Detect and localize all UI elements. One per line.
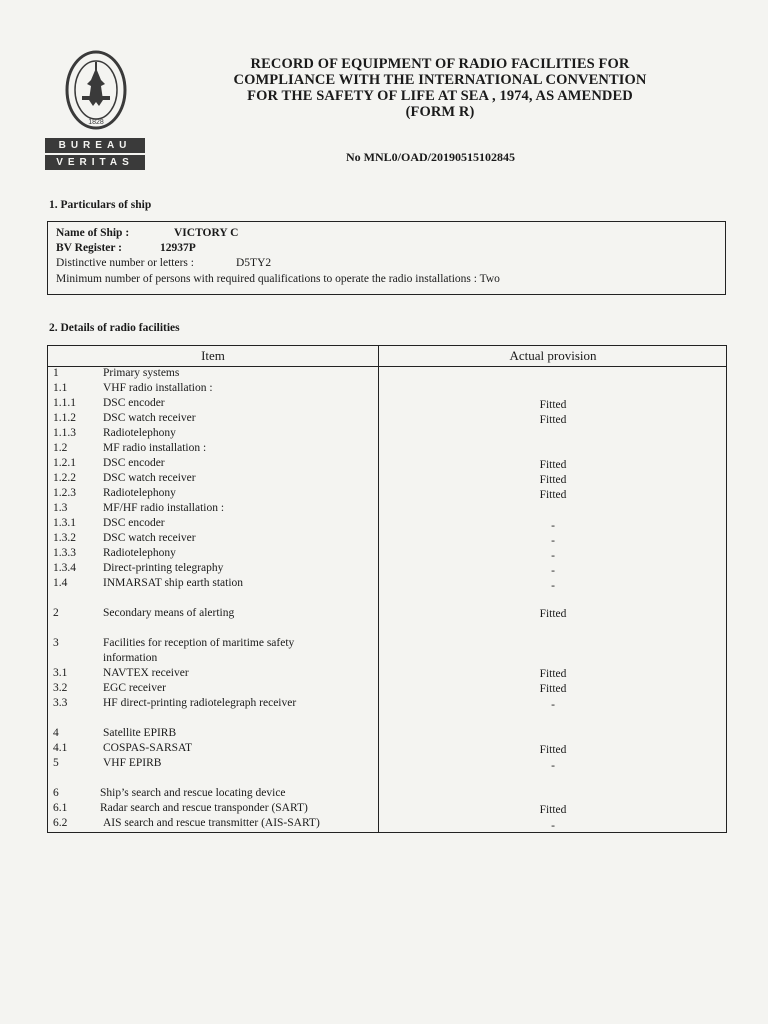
- particulars-box: [47, 221, 726, 295]
- radio-facilities-table: [47, 345, 727, 833]
- title-line-1: RECORD OF EQUIPMENT OF RADIO FACILITIES FOR: [250, 56, 630, 72]
- table-row: 3.2 EGC receiver Fitted: [53, 682, 567, 695]
- svg-text:1828: 1828: [88, 119, 104, 126]
- table-row: 5 VHF EPIRB -: [53, 757, 555, 772]
- section-2-heading: 2. Details of radio facilities: [49, 322, 180, 334]
- table-row: 1.3.1 DSC encoder -: [53, 517, 555, 532]
- ship-name-label: Name of Ship :: [56, 227, 130, 239]
- table-row: 1.2 MF radio installation :: [53, 442, 207, 454]
- ship-name-line: [56, 227, 239, 239]
- title-line-2: COMPLIANCE WITH THE INTERNATIONAL CONVENTION: [233, 72, 647, 88]
- table-row: 4.1 COSPAS-SARSAT Fitted: [53, 742, 567, 756]
- bureau-veritas-logo: [45, 50, 147, 170]
- table-row: 1.1.3 Radiotelephony: [53, 427, 176, 439]
- document-title: [200, 56, 680, 120]
- table-row: 1.1.1 DSC encoder Fitted: [53, 397, 567, 411]
- distinctive-line: [56, 257, 272, 269]
- table-row: 6.1 Radar search and rescue transponder (SART) Fitted: [53, 802, 567, 816]
- table-row: 1.2.1 DSC encoder Fitted: [53, 457, 567, 471]
- table-row: 4 Satellite EPIRB: [53, 727, 177, 739]
- table-row: 1.3.2 DSC watch receiver -: [53, 532, 555, 547]
- table-row: 6 Ship’s search and rescue locating device: [53, 787, 286, 799]
- title-line-4: (FORM R): [405, 104, 475, 120]
- bv-register-label: BV Register :: [56, 242, 123, 254]
- bureau-veritas-seal-icon: [65, 50, 127, 134]
- document-number: No MNL0/OAD/20190515102845: [346, 150, 515, 164]
- column-header-provision: Actual provision: [509, 348, 597, 363]
- min-persons-line: Minimum number of persons with required qualifications to operate the radio installations : Two: [56, 273, 500, 285]
- table-row: 6.2 AIS search and rescue transmitter (AIS-SART) -: [53, 817, 555, 832]
- table-row: 3.3 HF direct-printing radiotelegraph receiver -: [53, 697, 555, 711]
- table-row: 3.1 NAVTEX receiver Fitted: [53, 667, 567, 680]
- title-line-3: FOR THE SAFETY OF LIFE AT SEA , 1974, AS AMENDED: [247, 88, 633, 104]
- table-row: 1.1 VHF radio installation :: [53, 382, 213, 394]
- table-row: 1.4 INMARSAT ship earth station -: [53, 577, 555, 592]
- bv-register-line: [56, 242, 196, 254]
- table-row: 1.3 MF/HF radio installation :: [53, 502, 225, 514]
- column-header-item: Item: [201, 348, 225, 363]
- table-row: 1.2.2 DSC watch receiver Fitted: [53, 472, 567, 486]
- table-row: 1.3.4 Direct-printing telegraphy -: [53, 562, 555, 577]
- table-row: 1.3.3 Radiotelephony -: [53, 547, 555, 562]
- table-row: 1.1.2 DSC watch receiver Fitted: [53, 412, 567, 426]
- table-row: 1.2.3 Radiotelephony Fitted: [53, 487, 567, 501]
- table-row: 2 Secondary means of alerting Fitted: [53, 607, 567, 620]
- bv-register-value: 12937P: [160, 242, 196, 254]
- table-row: 1 Primary systems: [53, 367, 180, 379]
- ship-name-value: VICTORY C: [174, 227, 239, 239]
- table-row: 3 Facilities for reception of maritime safety information: [53, 637, 295, 664]
- logo-text-veritas: VERITAS: [45, 155, 145, 170]
- distinctive-label: Distinctive number or letters :: [56, 257, 194, 269]
- distinctive-value: D5TY2: [236, 257, 272, 269]
- logo-text-bureau: BUREAU: [45, 138, 145, 153]
- section-1-heading: 1. Particulars of ship: [49, 199, 152, 211]
